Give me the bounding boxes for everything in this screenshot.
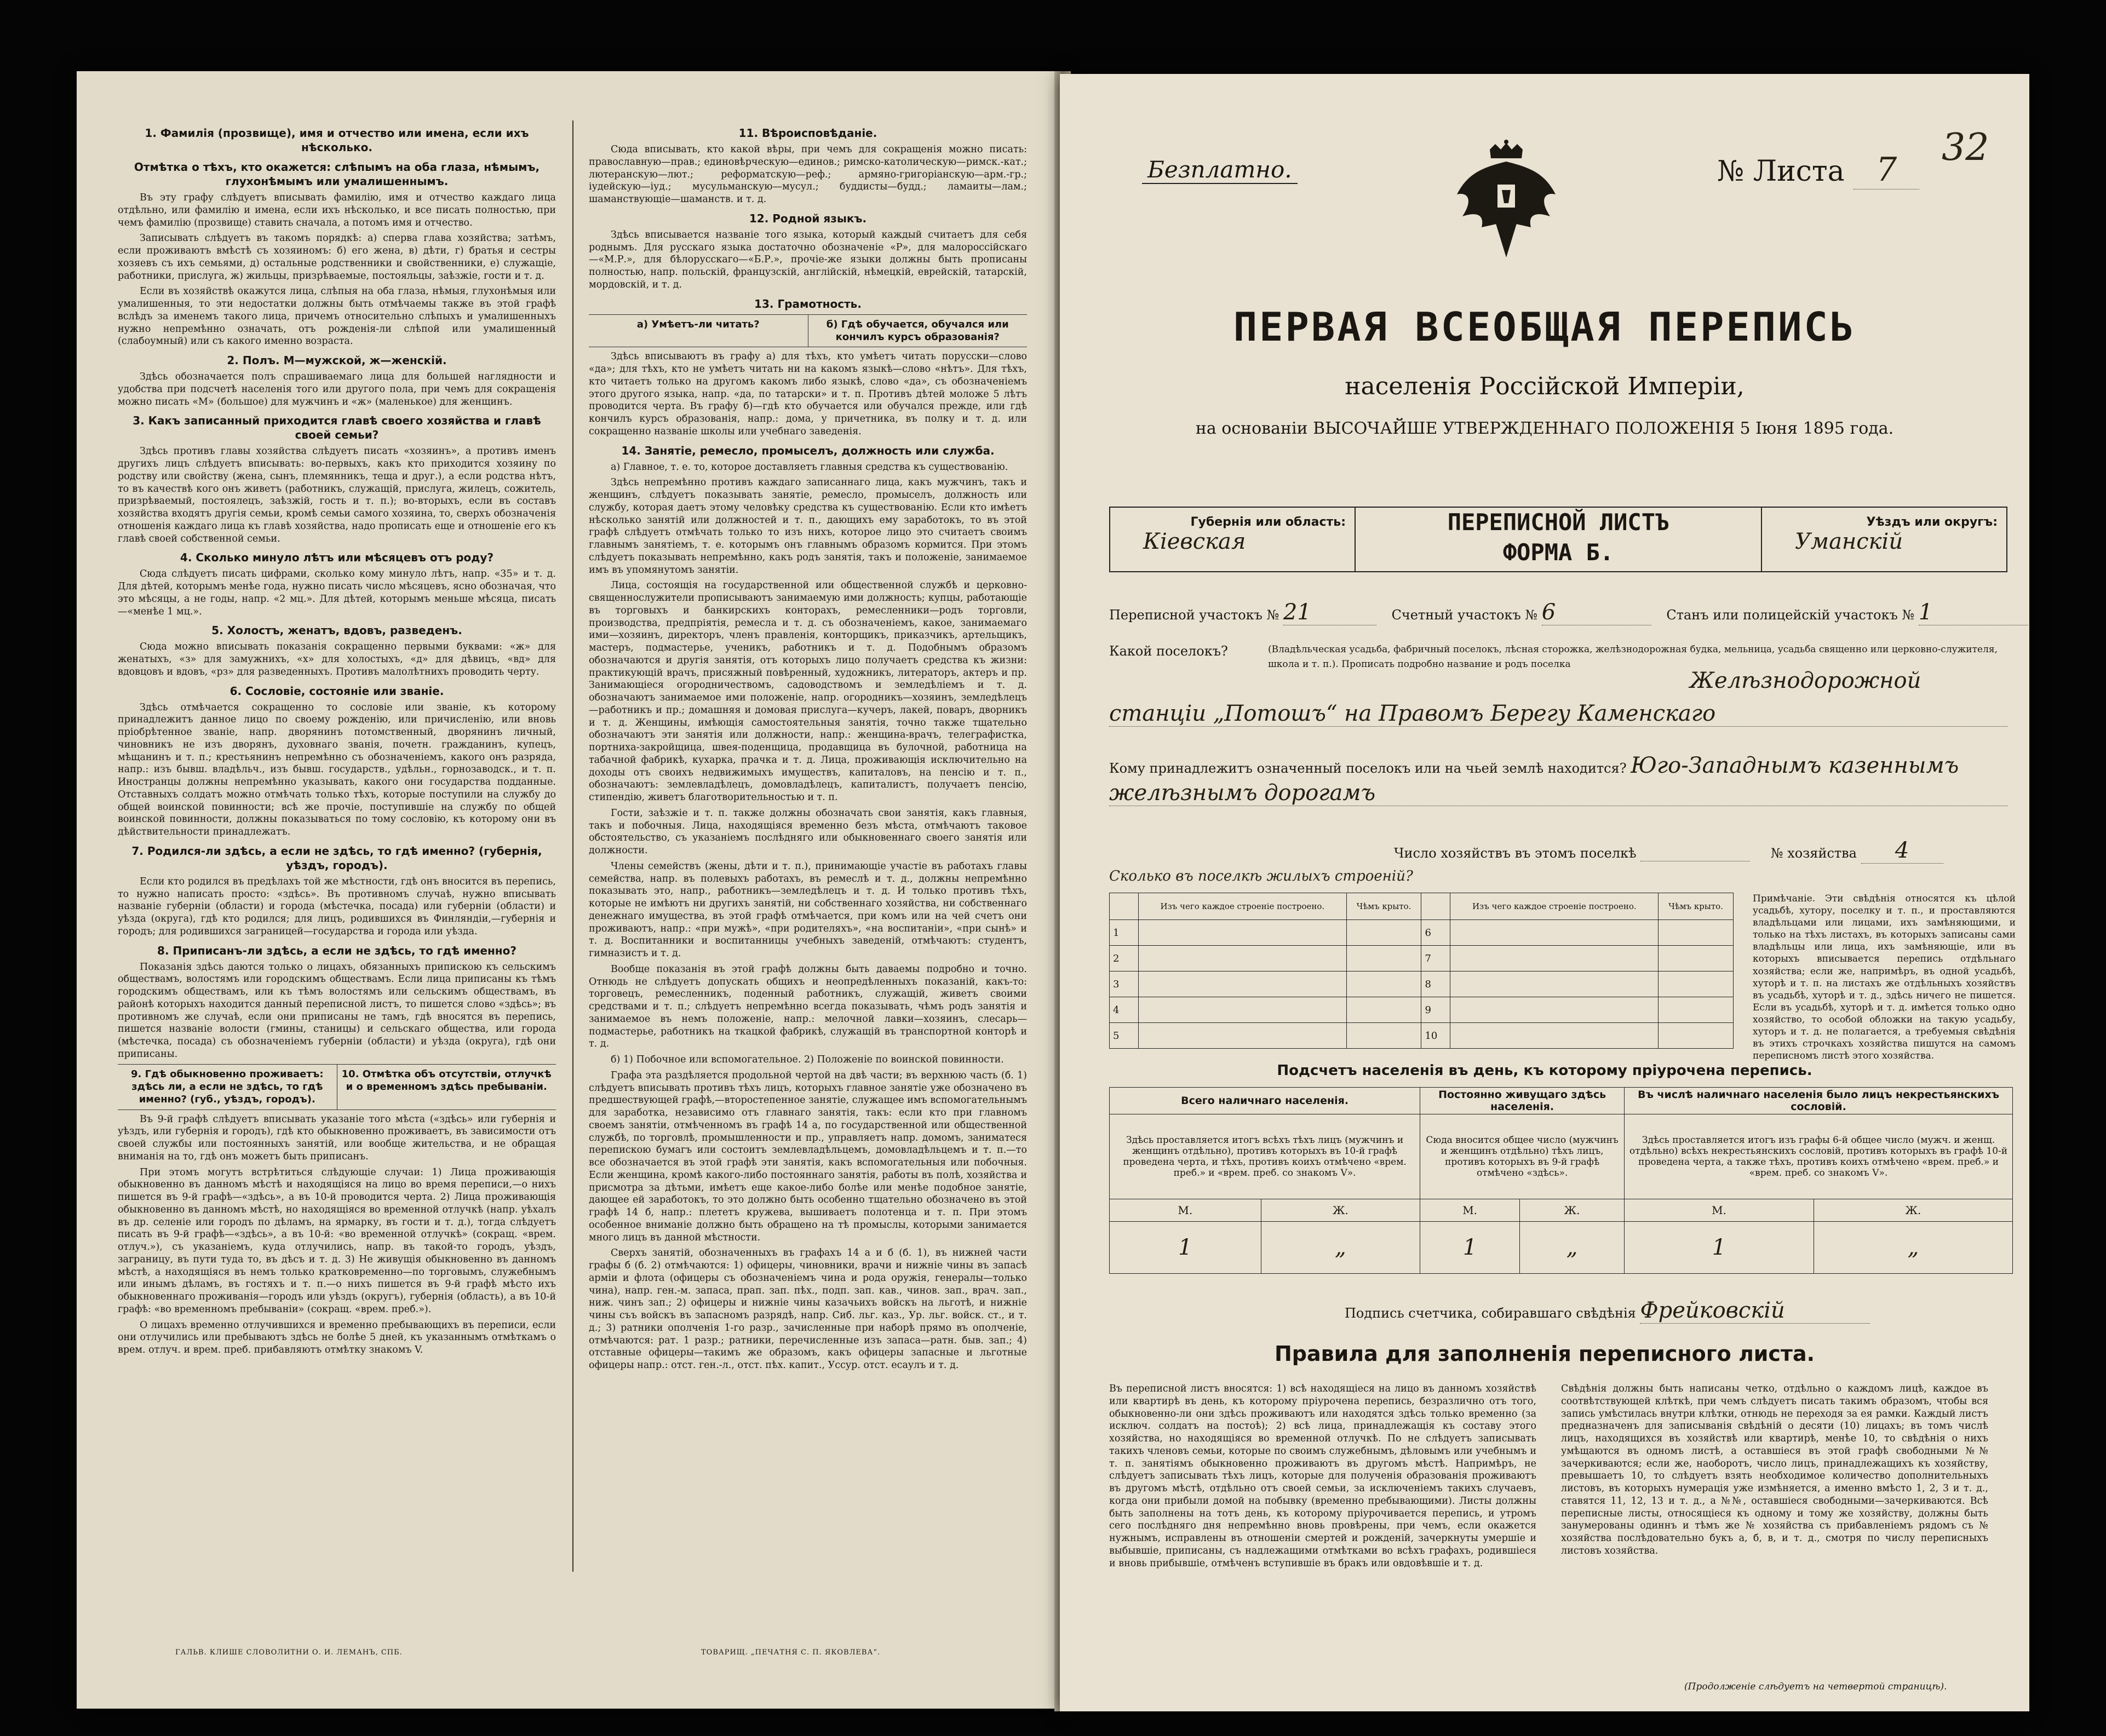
section-heading: 14. Занятіе, ремесло, промыселъ, должность или служба. [621, 444, 995, 457]
instruction-paragraph: При этомъ могутъ встрѣтиться слѣдующіе случаи: 1) Лица проживающія обыкновенно въ данномъ мѣстѣ и находящіяся на лицо во время переписи,—о нихъ пишется въ 9-й графѣ—«здѣсь», а въ 10-й проводится черта. 2) Лица проживающія обыкновенно въ данномъ мѣстѣ, но находящіяся во временной отлучкѣ (напр. уѣхалъ въ др. селеніе или городъ по дѣламъ, на ярмарку, въ гости и т. д.), тогда слѣдуетъ писать въ 9-й графѣ—«здѣсь», а въ 10-й: «во временной отлучкѣ» (сокращ. «врем. отлуч.»), съ указаніемъ, куда отлучились, напр. въ такой-то городъ, уѣздъ, заграницу, въ пути туда то, въ дѣсъ и т. д. 3) Не живущія обыкновенно въ данномъ мѣстѣ, а находящіяся въ немъ только кратковременно—по торговымъ, служебнымъ или инымъ дѣламъ, въ гостяхъ и т. п.—о нихъ пишется въ 9-й графѣ мѣсто ихъ обыкновеннаго проживанія—городъ или уѣздъ (округъ), губернія (область), а въ 10-й графѣ: «во временномъ пребываніи» (сокращ. «врем. преб.»). [118, 1166, 556, 1315]
instruction-paragraph: Здѣсь вписывается названіе того языка, который каждый считаетъ для себя роднымъ. Для русскаго языка достаточно обозначеніе «Р», для малороссійскаго—«М.Р.», для бѣлорусскаго—«Б.Р.», прочіе-же языки должны быть прописаны полностью, напр. польскій, французскій, англійскій, нѣмецкій, еврейскій, татарскій, мордовскій, и т. д. [589, 229, 1027, 290]
settlement-value-2: станціи „Потошъ“ на Правомъ Берегу Каменскаго [1109, 701, 2007, 727]
left-page [77, 71, 1063, 1709]
building-number: 7 [1421, 946, 1450, 972]
building-cell [1346, 997, 1421, 1023]
building-cell [1450, 1023, 1659, 1049]
split-heading-cell: б) Гдѣ обучается, обучался или кончилъ курсъ образованія? [808, 315, 1028, 347]
building-cell [1346, 946, 1421, 972]
instruction-paragraph: Вообще показанія въ этой графѣ должны быть даваемы подробно и точно. Отнюдь не слѣдуетъ допускать общихъ и неопредѣленныхъ показаній, какъ-то: торговецъ, ремесленникъ, поденный работникъ, служащій, живетъ своими средствами и т. п.; слѣдуетъ непремѣнно всегда показывать, чѣмъ родъ занятія и занимаемое въ немъ положеніе, напр.: мелочной лавки—хозяинъ, слесарь—подмастерье, работникъ на ткацкой фабрикѣ, служащій въ транспортной конторѣ и т. д. [589, 963, 1027, 1050]
building-cell [1139, 1023, 1347, 1049]
instruction-paragraph: Гости, заѣзжіе и т. п. также должны обозначать свои занятія, какъ главныя, такъ и побочныя. Лица, находящіяся временно безъ мѣста, отмѣчаютъ таковое обстоятельство, съ указаніемъ послѣдняго или обыкновеннаго своего занятія или должности. [589, 807, 1027, 856]
building-cell [1659, 972, 1734, 997]
rules-column-1: Въ переписной листъ вносятся: 1) всѣ находящіеся на лицо въ данномъ хозяйствѣ или квартирѣ въ день, къ которому пріурочена перепись, безразлично отъ того, обыкновенно-ли они здѣсь проживаютъ или находятся здѣсь только временно (за исключ. солдатъ на постоѣ); 2) всѣ лица, принадлежащія къ составу этого хозяйства, но находящіяся во временной отлучкѣ. По не слѣдуетъ записывать такихъ членовъ семьи, которые по своимъ служебнымъ, дѣловымъ или учебнымъ и т. п. занятіямъ обыкновенно проживаютъ въ другомъ мѣстѣ. Напримѣръ, не слѣдуетъ записывать тѣхъ лицъ, которые для полученія образованія проживаютъ въ другомъ мѣстѣ, отдѣльно отъ своей семьи, за исключеніемъ такихъ случаевъ, когда они прибыли домой на побывку (временно пребывающими). Листы должны быть заполнены на тотъ день, къ которому пріурочивается перепись, и утромъ сего послѣдняго дня непремѣнно вновь провѣрены, при чемъ, если окажется нужнымъ, исправлены въ отношеніи смертей и рожденій, зачеркнуты умершіе и выбывшіе, приписаны, съ надлежащими отмѣтками во всѣхъ графахъ, родившіеся и вновь прибывшіе, отмѣченъ вступившіе въ бракъ или овдовѣвшіе и т. д. [1109, 1383, 1536, 1569]
police-station-value: 1 [1919, 600, 2028, 625]
households-label: Число хозяйствъ въ этомъ поселкѣ [1394, 846, 1637, 861]
female-label: Ж. [1261, 1199, 1420, 1222]
police-station-label: Станъ или полицейскій участокъ № [1666, 607, 1915, 623]
building-row [1110, 1023, 1734, 1049]
building-cell [1450, 997, 1659, 1023]
split-heading [118, 1064, 556, 1110]
sheet-number-label: № Листа [1717, 155, 1845, 188]
building-number: 6 [1421, 920, 1450, 946]
form-title-line2: ФОРМА Б. [1502, 538, 1614, 566]
roof-header-2: Чѣмъ крыто. [1659, 893, 1734, 920]
building-row [1110, 997, 1734, 1023]
form-header-row [1109, 507, 2007, 572]
instructions-column-1 [118, 120, 556, 1566]
imperial-eagle-emblem [1451, 140, 1561, 260]
instruction-paragraph: Графа эта раздѣляется продольной чертой на двѣ части; въ верхнюю часть (б. 1) слѣдуетъ вписывать противъ тѣхъ лицъ, которыхъ главное занятіе уже обозначено въ предшествующей графѣ,—второстепенное занятіе, служащее имъ вспомогательнымъ для заработка, независимо отъ главнаго занятія, такъ: если кто при главномъ своемъ занятіи, отмѣченномъ въ графѣ 14 а, по государственной или общественной службѣ, по торговлѣ, промышленности и пр., управляетъ напр. домомъ, заниматеся перепискою бумагъ или состоитъ землевладѣльцемъ, домовладѣльцемъ и т. п.—то все обозначается въ этой графѣ эти занятія, какъ вспомогательныя или побочныя. Если женщина, кромѣ какого-либо постояннаго занятія, работы въ полѣ, хозяйства и присмотра за дѣтьми, имѣетъ еще какое-либо болѣе или менѣе подобное занятіе, дающее ей заработокъ, то это должно быть особенно тщательно обозначено въ этой графѣ 14 б, напр.: плететъ кружева, вышиваетъ полотенца и т. п. При этомъ особенное вниманіе должно быть обращено на тѣ промыслы, которыми занимается много лицъ въ данной мѣстности. [589, 1070, 1027, 1243]
building-number: 5 [1110, 1023, 1139, 1049]
owner-value-2: желѣзнымъ дорогамъ [1109, 780, 2007, 806]
count-column-description: Здѣсь проставляется итогъ изъ графы 6-й общее число (мужч. и женщ. отдѣльно) всѣхъ некрестьянскихъ сословій, противъ которыхъ въ графѣ 10-й проведена черта, а также тѣхъ, противъ коихъ отмѣчено «врем. преб.» и «врем. преб. со знакомъ V». [1625, 1114, 2013, 1199]
instruction-paragraph: Сюда можно вписывать показанія сокращенно первыми буквами: «ж» для женатыхъ, «з» для замужнихъ, «х» для холостыхъ, «д» для дѣвицъ, «вд» для вдовцовъ и вдовъ, «рз» для разведенныхъ. Противъ малолѣтнихъ проводить черту. [118, 641, 556, 677]
building-cell [1450, 920, 1659, 946]
male-count: 1 [1625, 1222, 1814, 1274]
district-label: Уѣздъ или округъ: [1866, 515, 1998, 529]
instruction-paragraph: Показанія здѣсь даются только о лицахъ, обязанныхъ припискою къ сельскимъ обществамъ, волостямъ или городскимъ обществамъ. Если лица приписаны къ тѣмъ городскимъ обществамъ, или къ тѣмъ волостямъ или сельскимъ обществамъ, въ районѣ которыхъ находится данный переписной листъ, то пишется слово «здѣсь»; въ противномъ же случаѣ, если они приписаны не тамъ, гдѣ вносятся въ перепись, пишется названіе волости (гмины, станицы) и сельскаго общества, или города (мѣстечка, посада) съ обозначеніемъ губерніи (области) и уѣзда (округа), гдѣ они приписаны. [118, 961, 556, 1060]
building-cell [1346, 1023, 1421, 1049]
section-heading: 8. Приписанъ-ли здѣсь, а если не здѣсь, то гдѣ именно? [157, 944, 517, 957]
material-header-1: Изъ чего каждое строеніе построено. [1139, 893, 1347, 920]
rules-column-2: Свѣдѣнія должны быть написаны четко, отдѣльно о каждомъ лицѣ, каждое въ соотвѣтствующей клѣткѣ, при чемъ слѣдуетъ писать такимъ образомъ, чтобы вся запись умѣстилась внутри клѣтки, отнюдь не переходя за ея рамки. Каждый листъ предназначенъ для записыванія свѣдѣній о десяти (10) лицахъ; въ томъ числѣ лицъ, находящихся въ хозяйствѣ или квартирѣ, менѣе 10, то свѣдѣнія о нихъ умѣщаются въ одномъ листѣ, а оставшіеся въ этой графѣ свободными №№ зачеркиваются; если же, наоборотъ, число лицъ, принадлежащихъ къ хозяйству, превышаетъ 10, то слѣдуетъ взять необходимое количество дополнительныхъ листовъ, въ которыхъ нумерація уже измѣняется, а именно вмѣсто 1, 2, 3 и т. д., ставятся 11, 12, 13 и т. д., а №№, оставшіеся свободными—зачеркиваются. Всѣ переписные листы, относящіеся къ одному и тому же хозяйству, должны быть занумерованы одиннъ и тѣмъ же № хозяйства съ прибавленіемъ рядомъ съ № хозяйства послѣдовательно букъ а, б, в, и т. д., смотря по числу переписныхъ листовъ хозяйства. [1561, 1383, 1988, 1556]
settlement-label: Какой поселокъ? [1109, 643, 1228, 659]
building-number: 1 [1110, 920, 1139, 946]
instruction-paragraph: Лица, состоящія на государственной или общественной службѣ и церковно-священнослужители прописываютъ занимаемую ими должность; купцы, работающіе въ торговыхъ и банкирскихъ конторахъ, ремесленники—родъ торговли, производства, предпріятія, ремесла и т. д. съ обозначеніемъ, какое, занимаемаго ими—хозяинъ, директоръ, членъ правленія, конторщикъ, приказчикъ, артельщикъ, мастеръ, подмастерье, ученикъ, работникъ и т. д. Подобнымъ образомъ обозначаются и другія занятія, отъ которыхъ лицо получаетъ средства къ жизни: практикующій врачъ, присяжный повѣренный, художникъ, литераторъ, актеръ и пр. Занимающіеся огородничествомъ, садоводствомъ и земледѣліемъ и т. д. обозначаютъ занимаемое ими положеніе, напр. огородникъ—хозяинъ, земледѣлецъ—работникъ и пр.; домашняя и домовая прислуга—кучеръ, лакей, поваръ, дворникъ и т. д. Женщины, имѣющія самостоятельныя занятія, точно также тщательно обозначаютъ эти занятія или должности, напр.: женщина-врачъ, телеграфистка, портниха-закройщица, швея-поденщица, продавщица въ булочной, работница на табачной фабрикѣ, кухарка, прачка и т. д. Лица, проживающія исключительно на доходы отъ своихъ недвижимыхъ имуществъ, капиталовъ, на пенсію и т. п., обозначаютъ: землевладѣлецъ, домовладѣлецъ, капиталистъ, получаетъ пенсію, стипендію, живетъ благотворительностью и т. п. [589, 580, 1027, 803]
section-heading: 5. Холостъ, женатъ, вдовъ, разведенъ. [211, 624, 462, 637]
section-heading: 3. Какъ записанный приходится главѣ своего хозяйства и главѣ своей семьи? [133, 414, 541, 442]
building-cell [1139, 946, 1347, 972]
census-plot-value: 21 [1283, 600, 1376, 625]
section-heading: 2. Полъ. М—мужской, ж—женскій. [227, 354, 447, 367]
province-box [1109, 507, 1356, 572]
building-number: 8 [1421, 972, 1450, 997]
split-heading-cell: 10. Отмѣтка объ отсутствіи, отлучкѣ и о временномъ здѣсь пребываніи. [337, 1065, 556, 1110]
province-label: Губернія или область: [1190, 515, 1346, 529]
split-heading-cell: 9. Гдѣ обыкновенно проживаетъ: здѣсь ли, а если не здѣсь, то гдѣ именно? (губ., уѣздъ, городъ). [130, 1068, 324, 1106]
buildings-table [1109, 893, 1734, 1049]
building-cell [1139, 997, 1347, 1023]
female-count: „ [1520, 1222, 1625, 1274]
count-column-description: Здѣсь проставляется итогъ всѣхъ тѣхъ лицъ (мужчинъ и женщинъ отдѣльно), противъ которыхъ въ 10-й графѣ проведена черта, и тѣхъ, противъ коихъ отмѣчено «врем. преб.» и «врем. преб. со знакомъ V». [1110, 1114, 1420, 1199]
instruction-paragraph: Если въ хозяйствѣ окажутся лица, слѣпыя на оба глаза, нѣмыя, глухонѣмыя или умалишенныя, то эти недостатки должны быть отмѣчаемы также въ этой графѣ вслѣдъ за именемъ такого лица, причемъ относительно слѣпыхъ и умалишенныхъ нужно непремѣнно означать, отъ рожденія-ли слѣпой или умалишенный (слабоумный) или съ какого именно возраста. [118, 286, 556, 347]
signature-label: Подпись счетчика, собиравшаго свѣдѣнія [1345, 1306, 1636, 1321]
census-title: ПЕРВАЯ ВСЕОБЩАЯ ПЕРЕПИСЬ [1233, 304, 1856, 350]
section-heading: 11. Вѣроисповѣданіе. [738, 127, 877, 140]
female-count: „ [1261, 1222, 1420, 1274]
instructions-column-2 [589, 120, 1027, 1566]
census-plot-label: Переписной участокъ № [1109, 607, 1279, 623]
male-label: М. [1625, 1199, 1814, 1222]
building-row [1110, 972, 1734, 997]
building-number: 4 [1110, 997, 1139, 1023]
district-value: Уманскій [1795, 529, 1903, 554]
rules-continuation: (Продолженіе слѣдуетъ на четвертой страницѣ). [1684, 1681, 1947, 1692]
building-row [1110, 946, 1734, 972]
building-number: 3 [1110, 972, 1139, 997]
building-cell [1659, 997, 1734, 1023]
column-divider [572, 120, 573, 1572]
sheet-number-value: 7 [1853, 151, 1919, 189]
count-column-header: Всего наличнаго населенія. [1110, 1088, 1420, 1114]
building-cell [1659, 920, 1734, 946]
buildings-note: Примѣчаніе. Эти свѣдѣнія относятся къ цѣлой усадьбѣ, хутору, поселку и т. п., и проставляются владѣльцами или лицами, ихъ замѣняющими, и только на тѣхъ листахъ, въ которыхъ записаны сами владѣльцы или лица, ихъ замѣняющіе, или въ которыхъ вписывается перепись отдѣльнаго хозяйства; если же, напримѣръ, въ одной усадьбѣ, хуторѣ и т. п. на листахъ же отдѣльныхъ хозяйствъ въ усадьбѣ, хуторѣ и т. д., здѣсь ничего не пишется. Если въ усадьбѣ, хуторѣ и т. д. имѣется только одно хозяйство, то особой обложки на такую усадьбу, хуторъ и т. д. не полагается, а требуемыя свѣдѣнія въ этихъ строчкахъ хозяйства пишутся на самомъ переписномъ листѣ этого хозяйства. [1753, 893, 2016, 1062]
male-count: 1 [1420, 1222, 1520, 1274]
instruction-paragraph: Въ 9-й графѣ слѣдуетъ вписывать указаніе того мѣста («здѣсь» или губернія и уѣздъ, или губернія и городъ), гдѣ кто обыкновенно проживаетъ, въ зависимости отъ своей службы или постоянныхъ занятій, или вообще жительства, и не обращая вниманія на то, гдѣ онъ можетъ быть приписанъ. [118, 1113, 556, 1162]
instruction-paragraph: Члены семействъ (жены, дѣти и т. п.), принимающіе участіе въ работахъ главы семейства, напр. въ полевыхъ работахъ, въ ремеслѣ и т. д., должны непремѣнно показывать это, напр., работникъ—земледѣлецъ и т. д. И только противъ тѣхъ, которые не имѣютъ ни другихъ занятій, ни собственнаго хозяйства, ни собственнаго денежнаго имущества, въ этой графѣ отмѣчается, при комъ или на чей счетъ они проживаютъ, напр.: «при мужѣ», «при родителяхъ», «на воспитаніи», «при сынѣ» и т. д. Воспитанники и воспитанницы учебныхъ заведеній, отмѣчаютъ: студентъ, гимназистъ и т. д. [589, 860, 1027, 959]
owner-line [1109, 753, 1959, 778]
section-heading: 12. Родной языкъ. [749, 211, 867, 225]
instruction-paragraph: Сюда слѣдуетъ писать цифрами, сколько кому минуло лѣтъ, напр. «35» и т. д. Для дѣтей, которымъ менѣе года, нужно писать число мѣсяцевъ, ясно обозначая, что это мѣсяцы, а не годы, напр. «2 мц.». Для дѣтей, которымъ меньше мѣсяца, писать—«менѣе 1 мц.». [118, 568, 556, 617]
households-line [1394, 838, 1943, 864]
building-number: 10 [1421, 1023, 1450, 1049]
section-heading: 7. Родился-ли здѣсь, а если не здѣсь, то гдѣ именно? (губернія, уѣздъ, городъ). [131, 844, 542, 872]
roof-header-1: Чѣмъ крыто. [1346, 893, 1421, 920]
instruction-paragraph: б) 1) Побочное или вспомогательное. 2) Положеніе по воинской повинности. [611, 1054, 1004, 1066]
building-cell [1450, 972, 1659, 997]
sheet-number [1717, 151, 1919, 189]
instruction-paragraph: Записывать слѣдуетъ въ такомъ порядкѣ: а) сперва глава хозяйства; затѣмъ, если проживаютъ вмѣстѣ съ хозяиномъ: б) его жена, в) дѣти, г) братья и сестры хозяевъ съ ихъ семьями, д) остальные родственники и свойственники, е) служащіе, работники, прислуга, ж) жильцы, призрѣваемые, постояльцы, заѣзжіе, гости и т. д. [118, 233, 556, 281]
instruction-paragraph: Здѣсь непремѣнно противъ каждаго записаннаго лица, какъ мужчинъ, такъ и женщинъ, слѣдуетъ показывать занятіе, ремесло, промыселъ, должность или службу, которая даетъ этому человѣку средства къ существованію. Если кто имѣетъ нѣсколько занятій или должностей и т. п., дающихъ ему заработокъ, то въ этой графѣ слѣдуетъ отмѣчать только то изъ нихъ, которое лицо это считаетъ своимъ главнымъ занятіемъ, т. е. которымъ онъ главнымъ образомъ кормится. При этомъ слѣдуетъ показывать непремѣнно, какъ родъ занятія, такъ и положеніе, занимаемое имъ въ упомянутомъ занятіи. [589, 477, 1027, 576]
building-number: 2 [1110, 946, 1139, 972]
signature-value: Фрейковскій [1640, 1298, 1870, 1324]
section-heading: 6. Сословіе, состояніе или званіе. [229, 684, 444, 698]
instruction-paragraph: Въ эту графу слѣдуетъ вписывать фамилію, имя и отчество каждаго лица отдѣльно, или фамилію и имена, если ихъ нѣсколько, и все писать полностью, при чемъ фамилію (прозвище) ставить сначала, а потомъ имя и отчество. [118, 192, 556, 228]
instruction-paragraph: Сюда вписывать, кто какой вѣры, при чемъ для сокращенія можно писать: православную—прав.; единовѣрческую—единов.; римско-католическую—римск.-кат.; лютеранскую—лют.; реформатскую—реф.; армяно-григоріанскую—арм.-гр.; іудейскую—іуд.; мусульманскую—мусул.; буддисты—будд.; ламаиты—лам.; шаманствующіе—шаманств. и т. д. [589, 144, 1027, 205]
building-cell [1139, 972, 1347, 997]
section-heading: Отмѣтка о тѣхъ, кто окажется: слѣпымъ на оба глаза, нѣмымъ, глухонѣмымъ или умалишеннымъ. [134, 160, 540, 188]
female-label: Ж. [1520, 1199, 1625, 1222]
building-cell [1346, 972, 1421, 997]
owner-label: Кому принадлежитъ означенный поселокъ или на чьей землѣ находится? [1109, 761, 1627, 776]
building-cell [1139, 920, 1347, 946]
count-column-header: Въ числѣ наличнаго населенія было лицъ некрестьянскихъ сословій. [1625, 1088, 2013, 1114]
material-header-2: Изъ чего каждое строеніе построено. [1450, 893, 1659, 920]
section-heading: 4. Сколько минуло лѣтъ или мѣсяцевъ отъ роду? [180, 551, 494, 565]
instruction-paragraph: Здѣсь противъ главы хозяйства слѣдуетъ писать «хозяинъ», а противъ именъ другихъ лицъ слѣдуетъ вписывать: во-первыхъ, какъ кто приходится хозяину по родству или свойству (жена, сынъ, племянникъ, теща и друг.), а если родства нѣтъ, то въ качествѣ кого онъ живетъ (работникъ, служащій, прислуга, жилецъ, сожитель, призрѣваемый, постоялецъ, заѣзжій, гость и т. п.); во-вторыхъ, если въ составъ хозяйства входятъ другія семьи, кромѣ семьи самого хозяина, то, сверхъ обозначенія отношенія каждаго лица къ главѣ хозяйства, надо прописать еще и отношеніе его къ главѣ своей собственной семьи. [118, 446, 556, 544]
instruction-paragraph: а) Главное, т. е. то, которое доставляетъ главныя средства къ существованію. [611, 461, 1008, 473]
instruction-paragraph: О лицахъ временно отлучившихся и временно пребывающихъ въ переписи, если они отлучились или пребываютъ здѣсь не болѣе 5 дней, къ указаннымъ отмѣткамъ о врем. отлуч. и врем. преб. прибавляютъ отмѣтку знакомъ V. [118, 1319, 556, 1356]
instruction-paragraph: Здѣсь отмѣчается сокращенно то сословіе или званіе, къ которому принадлежитъ данное лицо по своему рожденію, или причисленію, или вновь пріобрѣтенное званіе, напр. дворянинъ потомственный, дворянинъ личный, чиновникъ не изъ дворянъ, духовнаго званія, почетн. гражданинъ, купецъ, мѣщанинъ и т. п.; крестьянинъ непремѣнно съ обозначеніемъ, какого онъ разряда, напр.: изъ бывш. владѣльч., изъ бывш. государств., удѣльн., горнозаводск., и т. п. Иностранцы должны непремѣнно указывать, какого они государства подданные. Отставныхъ солдатъ можно отмѣчать только тѣхъ, которые поступили на службу до общей воинской повинности; всѣ же прочіе, поступившіе на службу по общей воинской повинности, должны показываться по тому сословію, къ которому они въ дѣйствительности принадлежатъ. [118, 702, 556, 837]
household-number-label: № хозяйства [1770, 846, 1857, 861]
household-number-value: 4 [1861, 838, 1943, 864]
instruction-paragraph: Здѣсь вписываютъ въ графу а) для тѣхъ, кто умѣетъ читать порусски—слово «да»; для тѣхъ, кто не умѣетъ читать ни на какомъ языкѣ—слово «нѣтъ». Для тѣхъ, кто читаетъ только на другомъ какомъ либо языкѣ, слово «да», съ обозначеніемъ этого другого языка, напр. «да, по татарски» и т. п. Противъ дѣтей моложе 5 лѣтъ проводится черта. Въ графу б)—гдѣ кто обучается или обучался прежде, или гдѣ кончилъ курсъ образованія, напр.: дома, у причетника, въ полку и т. д. или сокращенно названіе школы или учебнаго заведенія. [589, 351, 1027, 437]
district-box [1761, 507, 2007, 572]
free-badge: Безплатно. [1142, 156, 1298, 184]
legal-basis: на основаніи ВЫСОЧАЙШЕ УТВЕРЖДЕННАГО ПОЛОЖЕНІЯ 5 Іюня 1895 года. [1195, 419, 1894, 438]
counting-plot-label: Счетный участокъ № [1391, 607, 1538, 623]
building-row [1110, 920, 1734, 946]
settlement-line [1109, 643, 1228, 659]
buildings-label: Сколько въ поселкѣ жилыхъ строеній? [1109, 868, 1413, 884]
settlement-value-1: Желѣзнодорожной [1690, 668, 1921, 693]
male-count: 1 [1110, 1222, 1261, 1274]
archive-page-number: 32 [1942, 126, 1989, 169]
count-column-header: Постоянно живущаго здѣсь населенія. [1420, 1088, 1625, 1114]
province-value: Кіевская [1143, 529, 1246, 554]
owner-value-1: Юго-Западнымъ казеннымъ [1631, 753, 1959, 778]
section-heading: 1. Фамилія (прозвище), имя и отчество или имена, если ихъ нѣсколько. [145, 127, 529, 154]
instruction-paragraph: Сверхъ занятій, обозначенныхъ въ графахъ 14 а и б (б. 1), въ нижней части графы б (б. 2) отмѣчаются: 1) офицеры, чиновники, врачи и нижніе чины въ запасѣ арміи и флота (офицеры съ обозначеніемъ чина и рода оружія, генералы—только чина), напр. ген.-м. запаса, прап. зап. пѣх., подп. зап. кав., чинов. зап., врач. зап., ниж. чинъ зап.; 2) офицеры и нижніе чины казачьихъ войскъ на льготѣ, и нижніе чины съъ войскъ въ запасномъ разрядѣ, напр. Сиб. льг. каз., Ур. льг. войск. ст., и т. д.; 3) ратники ополченія 1-го разр., зачисленные при наборѣ прямо въ ополченіе, отмѣчаются: рат. 1 разр.; ратники, перечисленные изъ запаса—ратн. быв. зап.; 4) отставные офицеры—такимъ же образомъ, какъ офицеры запасные и льготные офицеры напр.: отст. ген.-л., отст. пѣх. капит., Уссур. отст. есаулъ и т. д. [589, 1248, 1027, 1371]
section-heading: 13. Грамотность. [754, 297, 862, 311]
building-number: 9 [1421, 997, 1450, 1023]
building-cell [1450, 946, 1659, 972]
building-cell [1659, 946, 1734, 972]
count-column-description: Сюда вносится общее число (мужчинъ и женщинъ отдѣльно) тѣхъ лицъ, противъ которыхъ въ 9-й графѣ отмѣчено «здѣсь». [1420, 1114, 1625, 1199]
counting-plot-value: 6 [1542, 600, 1651, 625]
rules-heading: Правила для заполненія переписного листа. [1274, 1342, 1815, 1366]
form-title-line1: ПЕРЕПИСНОЙ ЛИСТЪ [1447, 509, 1669, 536]
enumerator-signature-line [1345, 1298, 1870, 1324]
female-count: „ [1814, 1222, 2012, 1274]
male-label: М. [1420, 1199, 1520, 1222]
instruction-paragraph: Здѣсь обозначается полъ спрашиваемаго лица для большей наглядности и удобства при подсчетѣ населенія того или другого пола, при чемъ для сокращенія можно писать «М» (большое) для мужчинъ и «ж» (маленькое) для женщинъ. [118, 371, 556, 407]
printer-credit-right: ТОВАРИЩ. „ПЕЧАТНЯ С. П. ЯКОВЛЕВА“. [701, 1648, 881, 1657]
settlement-hint: (Владѣльческая усадьба, фабричный поселокъ, лѣсная сторожка, желѣзнодорожная будка, мельница, усадьба священно или церковно-служителя, школа и т. п.). Прописать подробно название и родъ поселка [1268, 644, 1998, 670]
printer-credit-left: ГАЛЬВ. КЛИШЕ СЛОВОЛИТНИ О. И. ЛЕМАНЪ, СПБ. [175, 1648, 403, 1657]
population-count-table [1109, 1087, 2013, 1274]
population-count-heading: Подсчетъ населенія въ день, къ которому пріурочена перепись. [1277, 1062, 1812, 1079]
split-heading [589, 314, 1027, 348]
building-cell [1659, 1023, 1734, 1049]
female-label: Ж. [1814, 1199, 2012, 1222]
split-heading-cell: а) Умѣетъ-ли читать? [636, 318, 760, 330]
right-page [1060, 74, 2029, 1711]
census-plot-line [1109, 600, 2028, 625]
male-label: М. [1110, 1199, 1261, 1222]
form-title-box [1356, 507, 1761, 572]
instruction-paragraph: Если кто родился въ предѣлахъ той же мѣстности, гдѣ онъ вносится въ перепись, то нужно написать просто: «здѣсь». Въ противномъ случаѣ, нужно вписывать названіе губерніи (области) и города (мѣстечка, посада) или губерніи (области) и уѣзда (округа), гдѣ кто родился; для лицъ, родившихся въ Финляндіи,—губернія и городъ; для родившихся заграницей—государства и города или уѣзда. [118, 876, 556, 937]
building-cell [1346, 920, 1421, 946]
census-subtitle: населенія Россійской Имперіи, [1345, 372, 1745, 400]
